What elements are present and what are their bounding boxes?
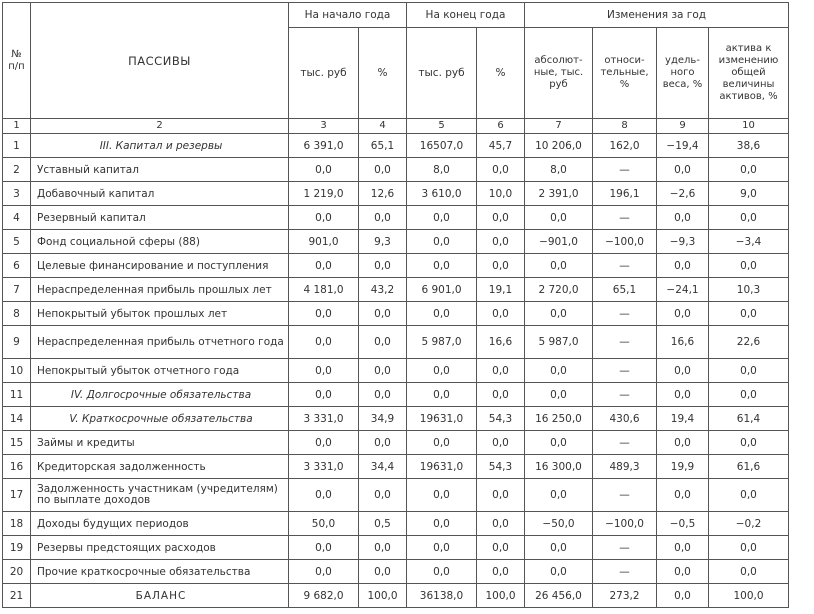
value-cell: 10,0: [477, 182, 525, 206]
value-cell: −50,0: [525, 512, 593, 536]
value-cell: 0,0: [525, 431, 593, 455]
value-cell: 0,0: [477, 536, 525, 560]
value-cell: 0,0: [657, 302, 709, 326]
row-number: 14: [3, 407, 31, 431]
value-cell: 0,0: [407, 383, 477, 407]
row-label: V. Краткосрочные обязательства: [31, 407, 289, 431]
value-cell: 0,0: [477, 560, 525, 584]
value-cell: 3 610,0: [407, 182, 477, 206]
value-cell: 0,0: [289, 383, 359, 407]
value-cell: 273,2: [593, 584, 657, 608]
value-cell: 16 250,0: [525, 407, 593, 431]
col-number: 4: [359, 119, 407, 134]
value-cell: 100,0: [359, 584, 407, 608]
value-cell: —: [593, 383, 657, 407]
value-cell: 0,0: [289, 560, 359, 584]
col-number: 6: [477, 119, 525, 134]
value-cell: 61,6: [709, 455, 789, 479]
value-cell: −24,1: [657, 278, 709, 302]
value-cell: 0,0: [359, 431, 407, 455]
value-cell: 0,0: [525, 254, 593, 278]
row-number: 18: [3, 512, 31, 536]
value-cell: 0,0: [525, 536, 593, 560]
value-cell: 901,0: [289, 230, 359, 254]
value-cell: 0,0: [657, 536, 709, 560]
value-cell: 0,0: [657, 254, 709, 278]
value-cell: —: [593, 254, 657, 278]
value-cell: −2,6: [657, 182, 709, 206]
row-number: 5: [3, 230, 31, 254]
value-cell: —: [593, 326, 657, 359]
header-rel: относи-тельные, %: [593, 28, 657, 119]
value-cell: 0,0: [657, 383, 709, 407]
row-label: Резервный капитал: [31, 206, 289, 230]
row-number: 17: [3, 479, 31, 512]
table-row: [3, 254, 789, 278]
header-group-end: На конец года: [407, 3, 525, 28]
value-cell: 54,3: [477, 455, 525, 479]
value-cell: 5 987,0: [407, 326, 477, 359]
value-cell: 0,0: [709, 158, 789, 182]
value-cell: 100,0: [477, 584, 525, 608]
value-cell: 19,9: [657, 455, 709, 479]
table-row: [3, 479, 789, 512]
header-start-pct: %: [359, 28, 407, 119]
value-cell: 0,0: [709, 560, 789, 584]
row-label: III. Капитал и резервы: [31, 134, 289, 158]
value-cell: 0,0: [359, 206, 407, 230]
row-label: Прочие краткосрочные обязательства: [31, 560, 289, 584]
header-end-pct: %: [477, 28, 525, 119]
value-cell: 0,0: [477, 479, 525, 512]
header-asset: актива к изменению общей величины активов, %: [709, 28, 789, 119]
value-cell: 0,0: [289, 254, 359, 278]
value-cell: —: [593, 158, 657, 182]
value-cell: 54,3: [477, 407, 525, 431]
value-cell: 0,0: [477, 158, 525, 182]
value-cell: 0,0: [359, 254, 407, 278]
value-cell: 0,0: [407, 479, 477, 512]
value-cell: 3 331,0: [289, 455, 359, 479]
value-cell: 0,0: [407, 254, 477, 278]
value-cell: 0,0: [289, 326, 359, 359]
row-label: Займы и кредиты: [31, 431, 289, 455]
row-number: 21: [3, 584, 31, 608]
value-cell: −3,4: [709, 230, 789, 254]
table-row: [3, 407, 789, 431]
value-cell: 430,6: [593, 407, 657, 431]
value-cell: 0,0: [359, 302, 407, 326]
row-label: Непокрытый убыток прошлых лет: [31, 302, 289, 326]
col-number: 7: [525, 119, 593, 134]
value-cell: 61,4: [709, 407, 789, 431]
value-cell: 10,3: [709, 278, 789, 302]
value-cell: 22,6: [709, 326, 789, 359]
value-cell: 0,0: [407, 206, 477, 230]
value-cell: 0,0: [709, 206, 789, 230]
value-cell: 0,0: [657, 431, 709, 455]
value-cell: 0,0: [477, 254, 525, 278]
col-number: 2: [31, 119, 289, 134]
col-number: 10: [709, 119, 789, 134]
table-row: [3, 455, 789, 479]
value-cell: 16,6: [657, 326, 709, 359]
value-cell: 196,1: [593, 182, 657, 206]
row-number: 8: [3, 302, 31, 326]
row-number: 16: [3, 455, 31, 479]
value-cell: 0,0: [359, 158, 407, 182]
table-row: [3, 431, 789, 455]
table-row: [3, 206, 789, 230]
value-cell: 5 987,0: [525, 326, 593, 359]
value-cell: 0,0: [709, 536, 789, 560]
row-number: 15: [3, 431, 31, 455]
row-number: 20: [3, 560, 31, 584]
value-cell: 16507,0: [407, 134, 477, 158]
row-label: IV. Долгосрочные обязательства: [31, 383, 289, 407]
row-label: Нераспределенная прибыль отчетного года: [31, 326, 289, 359]
header-num: № п/п: [3, 3, 31, 119]
value-cell: 12,6: [359, 182, 407, 206]
header-share: удель-ного веса, %: [657, 28, 709, 119]
row-number: 7: [3, 278, 31, 302]
passives-analysis-table: [2, 2, 789, 608]
table-row: [3, 359, 789, 383]
value-cell: —: [593, 560, 657, 584]
table-row: [3, 134, 789, 158]
value-cell: 2 720,0: [525, 278, 593, 302]
value-cell: 3 331,0: [289, 407, 359, 431]
value-cell: 0,0: [709, 302, 789, 326]
row-number: 11: [3, 383, 31, 407]
value-cell: 0,0: [359, 326, 407, 359]
value-cell: 26 456,0: [525, 584, 593, 608]
row-number: 19: [3, 536, 31, 560]
value-cell: 0,0: [657, 359, 709, 383]
row-label: Целевые финансирование и поступления: [31, 254, 289, 278]
value-cell: 0,0: [289, 206, 359, 230]
row-label: Непокрытый убыток отчетного года: [31, 359, 289, 383]
table-row: [3, 278, 789, 302]
table-row: [3, 560, 789, 584]
value-cell: 16,6: [477, 326, 525, 359]
row-number: 3: [3, 182, 31, 206]
row-number: 10: [3, 359, 31, 383]
value-cell: 0,0: [657, 479, 709, 512]
value-cell: 9,0: [709, 182, 789, 206]
row-number: 1: [3, 134, 31, 158]
table-row: [3, 158, 789, 182]
value-cell: 0,0: [289, 536, 359, 560]
value-cell: 0,0: [477, 230, 525, 254]
row-label: Нераспределенная прибыль прошлых лет: [31, 278, 289, 302]
value-cell: 1 219,0: [289, 182, 359, 206]
value-cell: 0,0: [289, 431, 359, 455]
table-row: [3, 512, 789, 536]
value-cell: 0,0: [289, 479, 359, 512]
value-cell: 0,0: [657, 206, 709, 230]
col-number: 8: [593, 119, 657, 134]
value-cell: 19631,0: [407, 407, 477, 431]
value-cell: 0,0: [525, 383, 593, 407]
value-cell: 0,0: [289, 359, 359, 383]
value-cell: −0,5: [657, 512, 709, 536]
value-cell: 43,2: [359, 278, 407, 302]
col-number: 9: [657, 119, 709, 134]
table-row: [3, 383, 789, 407]
header-end-rub: тыс. руб: [407, 28, 477, 119]
row-label: Задолженность участникам (учредителям) по выплате доходов: [31, 479, 289, 512]
value-cell: 0,0: [709, 431, 789, 455]
value-cell: 0,0: [407, 302, 477, 326]
value-cell: 19631,0: [407, 455, 477, 479]
value-cell: 0,0: [407, 560, 477, 584]
value-cell: 6 901,0: [407, 278, 477, 302]
value-cell: 0,0: [709, 254, 789, 278]
value-cell: 0,5: [359, 512, 407, 536]
value-cell: 0,0: [359, 560, 407, 584]
value-cell: 0,0: [709, 359, 789, 383]
value-cell: 0,0: [407, 230, 477, 254]
header-abs: абсолют-ные, тыс. руб: [525, 28, 593, 119]
value-cell: −0,2: [709, 512, 789, 536]
value-cell: —: [593, 536, 657, 560]
value-cell: 0,0: [407, 536, 477, 560]
value-cell: 0,0: [525, 206, 593, 230]
column-numbers-row: [3, 119, 789, 134]
value-cell: 0,0: [359, 383, 407, 407]
value-cell: −100,0: [593, 512, 657, 536]
header-start-rub: тыс. руб: [289, 28, 359, 119]
value-cell: 0,0: [709, 479, 789, 512]
table-row: [3, 302, 789, 326]
table-row: [3, 536, 789, 560]
value-cell: —: [593, 302, 657, 326]
value-cell: 0,0: [525, 560, 593, 584]
value-cell: 0,0: [359, 536, 407, 560]
col-number: 5: [407, 119, 477, 134]
value-cell: 0,0: [289, 158, 359, 182]
value-cell: —: [593, 479, 657, 512]
value-cell: −9,3: [657, 230, 709, 254]
col-number: 3: [289, 119, 359, 134]
value-cell: 0,0: [657, 560, 709, 584]
row-label: Добавочный капитал: [31, 182, 289, 206]
value-cell: —: [593, 359, 657, 383]
value-cell: 0,0: [525, 302, 593, 326]
col-number: 1: [3, 119, 31, 134]
value-cell: 34,9: [359, 407, 407, 431]
value-cell: 0,0: [407, 359, 477, 383]
row-number: 9: [3, 326, 31, 359]
value-cell: 65,1: [593, 278, 657, 302]
header-row-groups: [3, 3, 789, 28]
table-row: [3, 182, 789, 206]
value-cell: 0,0: [477, 383, 525, 407]
value-cell: 8,0: [525, 158, 593, 182]
value-cell: 162,0: [593, 134, 657, 158]
value-cell: 0,0: [657, 584, 709, 608]
value-cell: 9 682,0: [289, 584, 359, 608]
value-cell: 0,0: [407, 431, 477, 455]
value-cell: 50,0: [289, 512, 359, 536]
row-label: Фонд социальной сферы (88): [31, 230, 289, 254]
value-cell: 0,0: [525, 479, 593, 512]
value-cell: −901,0: [525, 230, 593, 254]
row-label: Резервы предстоящих расходов: [31, 536, 289, 560]
value-cell: −100,0: [593, 230, 657, 254]
value-cell: −19,4: [657, 134, 709, 158]
value-cell: —: [593, 431, 657, 455]
value-cell: 45,7: [477, 134, 525, 158]
value-cell: 0,0: [657, 158, 709, 182]
value-cell: 0,0: [359, 359, 407, 383]
value-cell: 2 391,0: [525, 182, 593, 206]
value-cell: 489,3: [593, 455, 657, 479]
value-cell: —: [593, 206, 657, 230]
value-cell: 0,0: [709, 383, 789, 407]
value-cell: 6 391,0: [289, 134, 359, 158]
row-number: 6: [3, 254, 31, 278]
row-label: Доходы будущих периодов: [31, 512, 289, 536]
row-label: БАЛАНС: [31, 584, 289, 608]
table-row: [3, 584, 789, 608]
row-label: Кредиторская задолженность: [31, 455, 289, 479]
row-number: 4: [3, 206, 31, 230]
value-cell: 9,3: [359, 230, 407, 254]
value-cell: 36138,0: [407, 584, 477, 608]
header-passives: ПАССИВЫ: [31, 3, 289, 119]
row-number: 2: [3, 158, 31, 182]
value-cell: 16 300,0: [525, 455, 593, 479]
value-cell: 0,0: [477, 359, 525, 383]
value-cell: 65,1: [359, 134, 407, 158]
value-cell: 0,0: [477, 206, 525, 230]
value-cell: 34,4: [359, 455, 407, 479]
value-cell: 4 181,0: [289, 278, 359, 302]
table-row: [3, 326, 789, 359]
value-cell: 0,0: [359, 479, 407, 512]
header-group-start: На начало года: [289, 3, 407, 28]
value-cell: 38,6: [709, 134, 789, 158]
value-cell: 0,0: [477, 512, 525, 536]
value-cell: 10 206,0: [525, 134, 593, 158]
value-cell: 0,0: [525, 359, 593, 383]
value-cell: 0,0: [477, 302, 525, 326]
value-cell: 19,1: [477, 278, 525, 302]
value-cell: 8,0: [407, 158, 477, 182]
header-group-change: Изменения за год: [525, 3, 789, 28]
value-cell: 0,0: [477, 431, 525, 455]
value-cell: 19,4: [657, 407, 709, 431]
value-cell: 0,0: [407, 512, 477, 536]
table-row: [3, 230, 789, 254]
row-label: Уставный капитал: [31, 158, 289, 182]
value-cell: 100,0: [709, 584, 789, 608]
value-cell: 0,0: [289, 302, 359, 326]
